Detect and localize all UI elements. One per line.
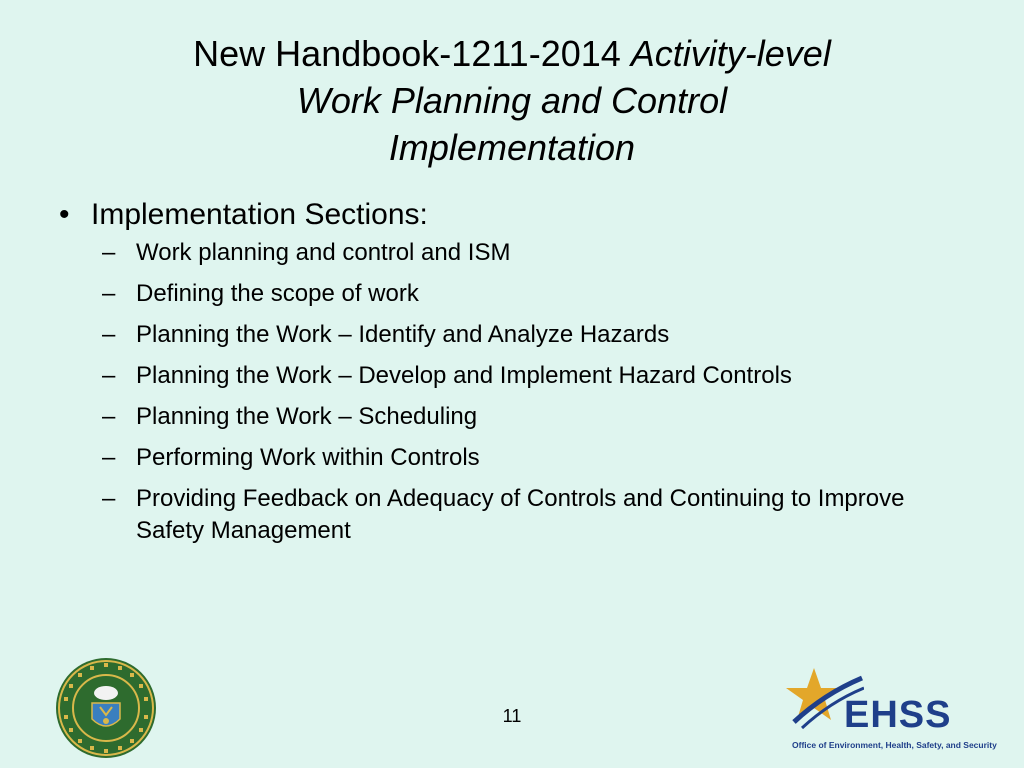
dash-icon: – (102, 239, 116, 266)
title-part1-italic: Activity-level (630, 33, 831, 74)
bullet-icon: • (59, 198, 70, 231)
ehss-logo (784, 664, 997, 754)
bullet-heading (54, 193, 974, 237)
list-item-text: Planning the Work – Scheduling (136, 403, 478, 430)
list-item-text: Providing Feedback on Adequacy of Controls and Continuing to Improve Safety Management (136, 485, 905, 544)
dash-icon: – (102, 485, 116, 512)
list-item-text: Defining the scope of work (136, 280, 419, 307)
title-line-3: Implementation (388, 127, 636, 168)
title-part1: New Handbook-1211-2014 (193, 33, 631, 74)
list-item (54, 319, 974, 351)
ehss-wordmark: EHSS (844, 694, 952, 736)
bullet-heading-text: Implementation Sections: (91, 198, 428, 231)
slide-title (60, 30, 964, 171)
sub-bullet-list (54, 237, 974, 547)
slide-body (54, 193, 974, 556)
list-item-text: Performing Work within Controls (136, 444, 480, 471)
dash-icon: – (102, 280, 116, 307)
list-item-text: Planning the Work – Identify and Analyze Hazards (136, 321, 670, 348)
dash-icon: – (102, 321, 116, 348)
page-number: 11 (502, 706, 522, 726)
list-item (54, 278, 974, 310)
list-item-text: Planning the Work – Develop and Implement Hazard Controls (136, 362, 792, 389)
list-item (54, 237, 974, 269)
dash-icon: – (102, 403, 116, 430)
list-item (54, 442, 974, 474)
list-item (54, 360, 974, 392)
title-line-1 (60, 30, 964, 77)
ehss-caption: Office of Environment, Health, Safety, and Security (792, 740, 997, 750)
dash-icon: – (102, 362, 116, 389)
list-item-text: Work planning and control and ISM (136, 239, 511, 266)
dash-icon: – (102, 444, 116, 471)
list-item (54, 401, 974, 433)
doe-seal-icon (55, 657, 157, 759)
title-line-2: Work Planning and Control (296, 80, 728, 121)
list-item (54, 483, 974, 547)
